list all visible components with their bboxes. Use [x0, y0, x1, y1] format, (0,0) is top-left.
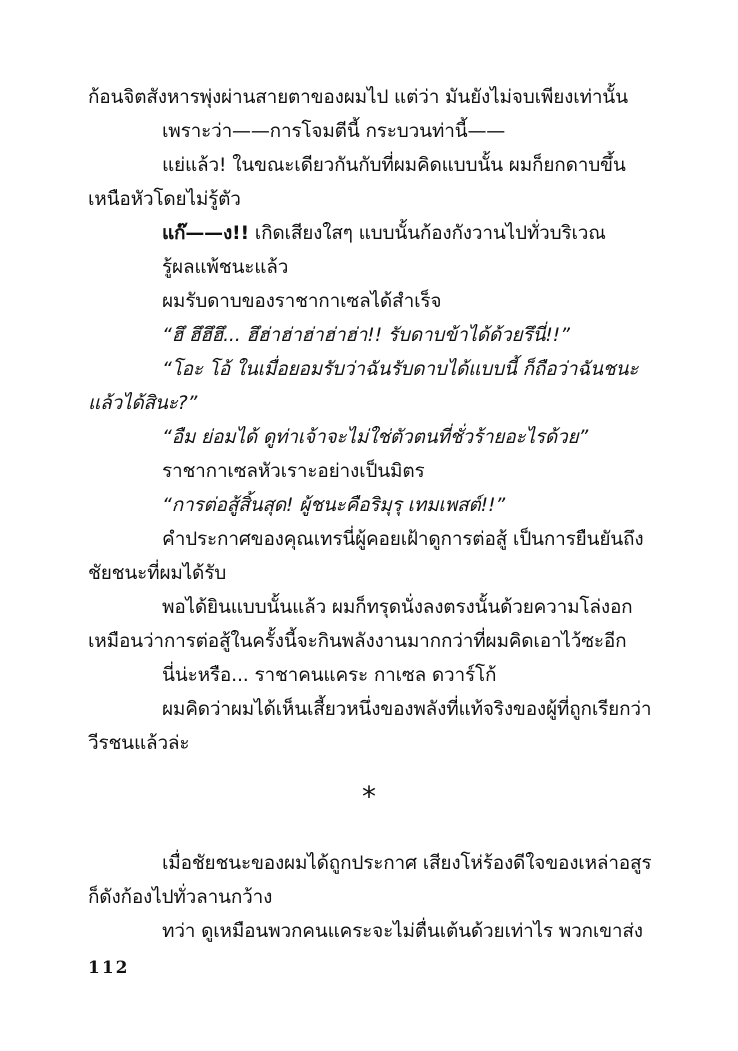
text-line: ชัยชนะที่ผมได้รับ: [88, 562, 227, 584]
text-line: ราชากาเซลหัวเราะอย่างเป็นมิตร: [162, 460, 425, 482]
text-line: ทว่า ดูเหมือนพวกคนแคระจะไม่ตื่นเต้นด้วยเท่าไร พวกเขาส่ง: [162, 920, 643, 942]
text-line: รู้ผลแพ้ชนะแล้ว: [162, 256, 289, 278]
section-separator: *: [362, 780, 376, 813]
text-line: แย่แล้ว! ในขณะเดียวกันกับที่ผมคิดแบบนั้น ผมก็ยกดาบขึ้น: [162, 154, 626, 176]
text-line: นี่น่ะหรือ... ราชาคนแคระ กาเซล ดวาร์โก้: [162, 664, 497, 686]
sound-effect: แก๊——ง!!: [162, 222, 249, 244]
text-line: วีรชนแล้วล่ะ: [88, 732, 190, 754]
text-line: เมื่อชัยชนะของผมได้ถูกประกาศ เสียงโห่ร้องดีใจของเหล่าอสูร: [162, 852, 652, 874]
dialogue-line: “อืม ย่อมได้ ดูท่าเจ้าจะไม่ใช่ตัวตนที่ชั่วร้ายอะไรด้วย”: [162, 426, 589, 448]
page-number: 112: [88, 958, 130, 978]
text-line: ผมรับดาบของราชากาเซลได้สำเร็จ: [162, 290, 442, 312]
text-fragment: เกิดเสียงใสๆ แบบนั้นก้องกังวานไปทั่วบริเวณ: [248, 222, 606, 244]
text-line: เหนือหัวโดยไม่รู้ตัว: [88, 188, 241, 210]
dialogue-line: แล้วได้สินะ?”: [88, 392, 198, 414]
text-line: [162, 220, 606, 246]
text-line: เพราะว่า——การโจมตีนี้ กระบวนท่านี้——: [162, 120, 506, 142]
text-line: เหมือนว่าการต่อสู้ในครั้งนี้จะกินพลังงานมากกว่าที่ผมคิดเอาไว้ซะอีก: [88, 630, 627, 652]
text-line: คำประกาศของคุณเทรนี่ผู้คอยเฝ้าดูการต่อสู้ เป็นการยืนยันถึง: [162, 528, 644, 550]
dialogue-line: “โอะ โอ้ ในเมื่อยอมรับว่าฉันรับดาบได้แบบนี้ ก็ถือว่าฉันชนะ: [162, 358, 639, 380]
dialogue-line: “ฮึ ฮึฮึฮึ... ฮึฮ่าฮ่าฮ่าฮ่าฮ่า!! รับดาบข้าได้ด้วยรึนี่!!”: [162, 324, 570, 346]
dialogue-line: “การต่อสู้สิ้นสุด! ผู้ชนะคือริมุรุ เทมเพสต์!!”: [162, 494, 506, 516]
text-line: ก้อนจิตสังหารพุ่งผ่านสายตาของผมไป แต่ว่า มันยังไม่จบเพียงเท่านั้น: [88, 86, 628, 108]
text-line: พอได้ยินแบบนั้นแล้ว ผมก็ทรุดนั่งลงตรงนั้นด้วยความโล่งอก: [162, 596, 633, 618]
text-line: ผมคิดว่าผมได้เห็นเสี้ยวหนึ่งของพลังที่แท้จริงของผู้ที่ถูกเรียกว่า: [162, 698, 652, 720]
text-line: ก็ดังก้องไปทั่วลานกว้าง: [88, 886, 273, 908]
